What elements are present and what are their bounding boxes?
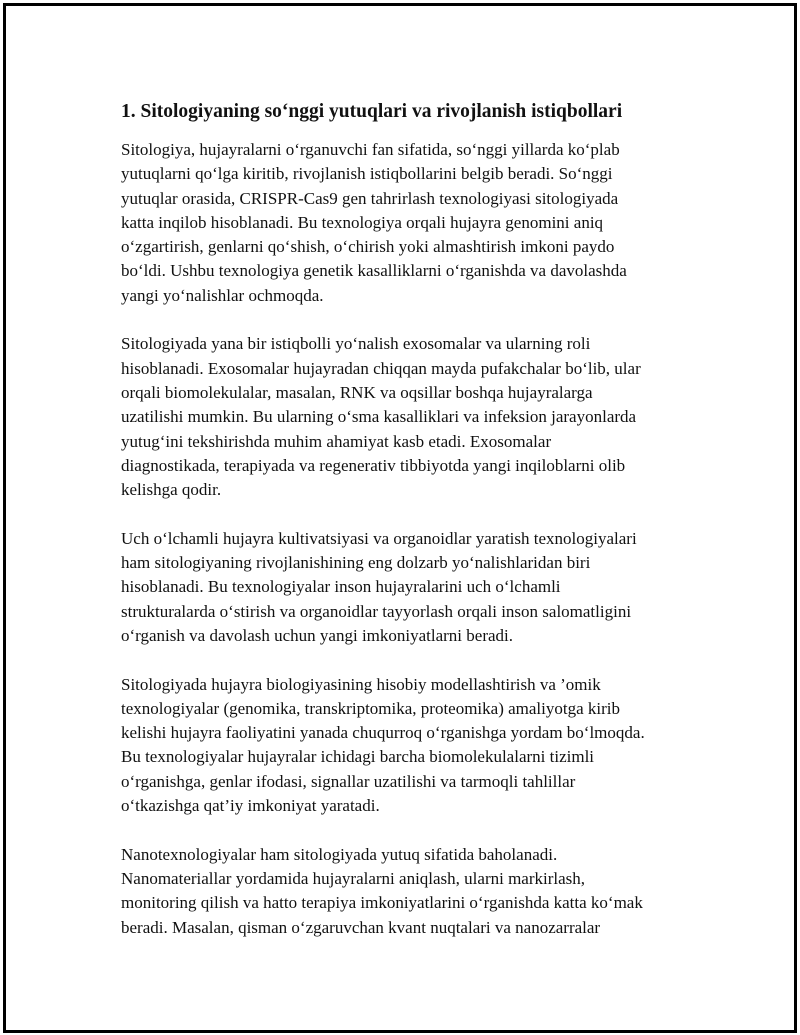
text-line: hisoblanadi. Exosomalar hujayradan chiqqan mayda pufakchalar bo‘lib, ular (121, 358, 641, 378)
text-line: o‘rganish va davolash uchun yangi imkoniyatlarni beradi. (121, 625, 514, 645)
text-line: o‘tkazishga qat’iy imkoniyat yaratadi. (121, 796, 380, 816)
paragraph-crispr (121, 138, 691, 308)
text-line: katta inqilob hisoblanadi. Bu texnologiya orqali hujayra genomini aniq (121, 212, 604, 232)
section-heading: 1. Sitologiyaning so‘nggi yutuqlari va rivojlanish istiqbollari (121, 101, 623, 122)
text-line: beradi. Masalan, qisman o‘zgaruvchan kvant nuqtalari va nanozarralar (121, 917, 601, 937)
text-line: kelishi hujayra faoliyatini yanada chuqurroq o‘rganishga yordam bo‘lmoqda. (121, 723, 645, 743)
text-line: yutuqlarni qo‘lga kiritib, rivojlanish istiqbollarini belgib beradi. So‘nggi (121, 164, 613, 184)
text-line: o‘rganishga, genlar ifodasi, signallar uzatilishi va tarmoqli tahlillar (121, 771, 576, 791)
text-line: hisoblanadi. Bu texnologiyalar inson hujayralarini uch o‘lchamli (121, 577, 561, 597)
paragraph-omics (121, 673, 691, 819)
text-line: orqali biomolekulalar, masalan, RNK va oqsillar boshqa hujayralarga (121, 382, 593, 402)
page-frame (3, 3, 797, 1033)
text-line: Sitologiya, hujayralarni o‘rganuvchi fan sifatida, so‘nggi yillarda ko‘plab (121, 140, 620, 159)
text-line: Uch o‘lchamli hujayra kultivatsiyasi va organoidlar yaratish texnologiyalari (121, 528, 637, 548)
paragraph-organoids (121, 527, 691, 648)
text-line: o‘zgartirish, genlarni qo‘shish, o‘chirish yoki almashtirish imkoni paydo (121, 237, 615, 257)
text-line: Sitologiyada yana bir istiqbolli yo‘nalish exosomalar va ularning roli (121, 334, 591, 354)
text-line: Bu texnologiyalar hujayralar ichidagi barcha biomolekulalarni tizimli (121, 747, 595, 767)
text-line: Nanomateriallar yordamida hujayralarni aniqlash, ularni markirlash, (121, 868, 586, 888)
text-line: Sitologiyada hujayra biologiyasining hisobiy modellashtirish va ’omik (121, 674, 601, 694)
text-line: texnologiyalar (genomika, transkriptomika, proteomika) amaliyotga kirib (121, 698, 621, 718)
text-line: yutuqlar orasida, CRISPR-Cas9 gen tahrirlash texnologiyasi sitologiyada (121, 188, 619, 208)
text-line: yutug‘ini tekshirishda muhim ahamiyat kasb etadi. Exosomalar (121, 431, 552, 451)
text-line: uzatilishi mumkin. Bu ularning o‘sma kasalliklari va infeksion jarayonlarda (121, 407, 637, 427)
text-line: kelishga qodir. (121, 480, 222, 500)
text-line: bo‘ldi. Ushbu texnologiya genetik kasalliklarni o‘rganishda va davolashda (121, 261, 627, 281)
text-line: diagnostikada, terapiyada va regenerativ tibbiyotda yangi inqiloblarni olib (121, 455, 626, 475)
text-line: ham sitologiyaning rivojlanishining eng dolzarb yo‘nalishlaridan biri (121, 553, 591, 573)
text-line: monitoring qilish va hatto terapiya imkoniyatlarini o‘rganishda katta ko‘mak (121, 893, 643, 913)
text-line: strukturalarda o‘stirish va organoidlar tayyorlash orqali inson salomatligini (121, 601, 632, 621)
text-line: yangi yo‘nalishlar ochmoqda. (121, 285, 324, 305)
document-content (121, 99, 691, 964)
paragraph-exosomes (121, 332, 691, 502)
text-line: Nanotexnologiyalar ham sitologiyada yutuq sifatida baholanadi. (121, 844, 558, 864)
paragraph-nanotech (121, 843, 691, 940)
